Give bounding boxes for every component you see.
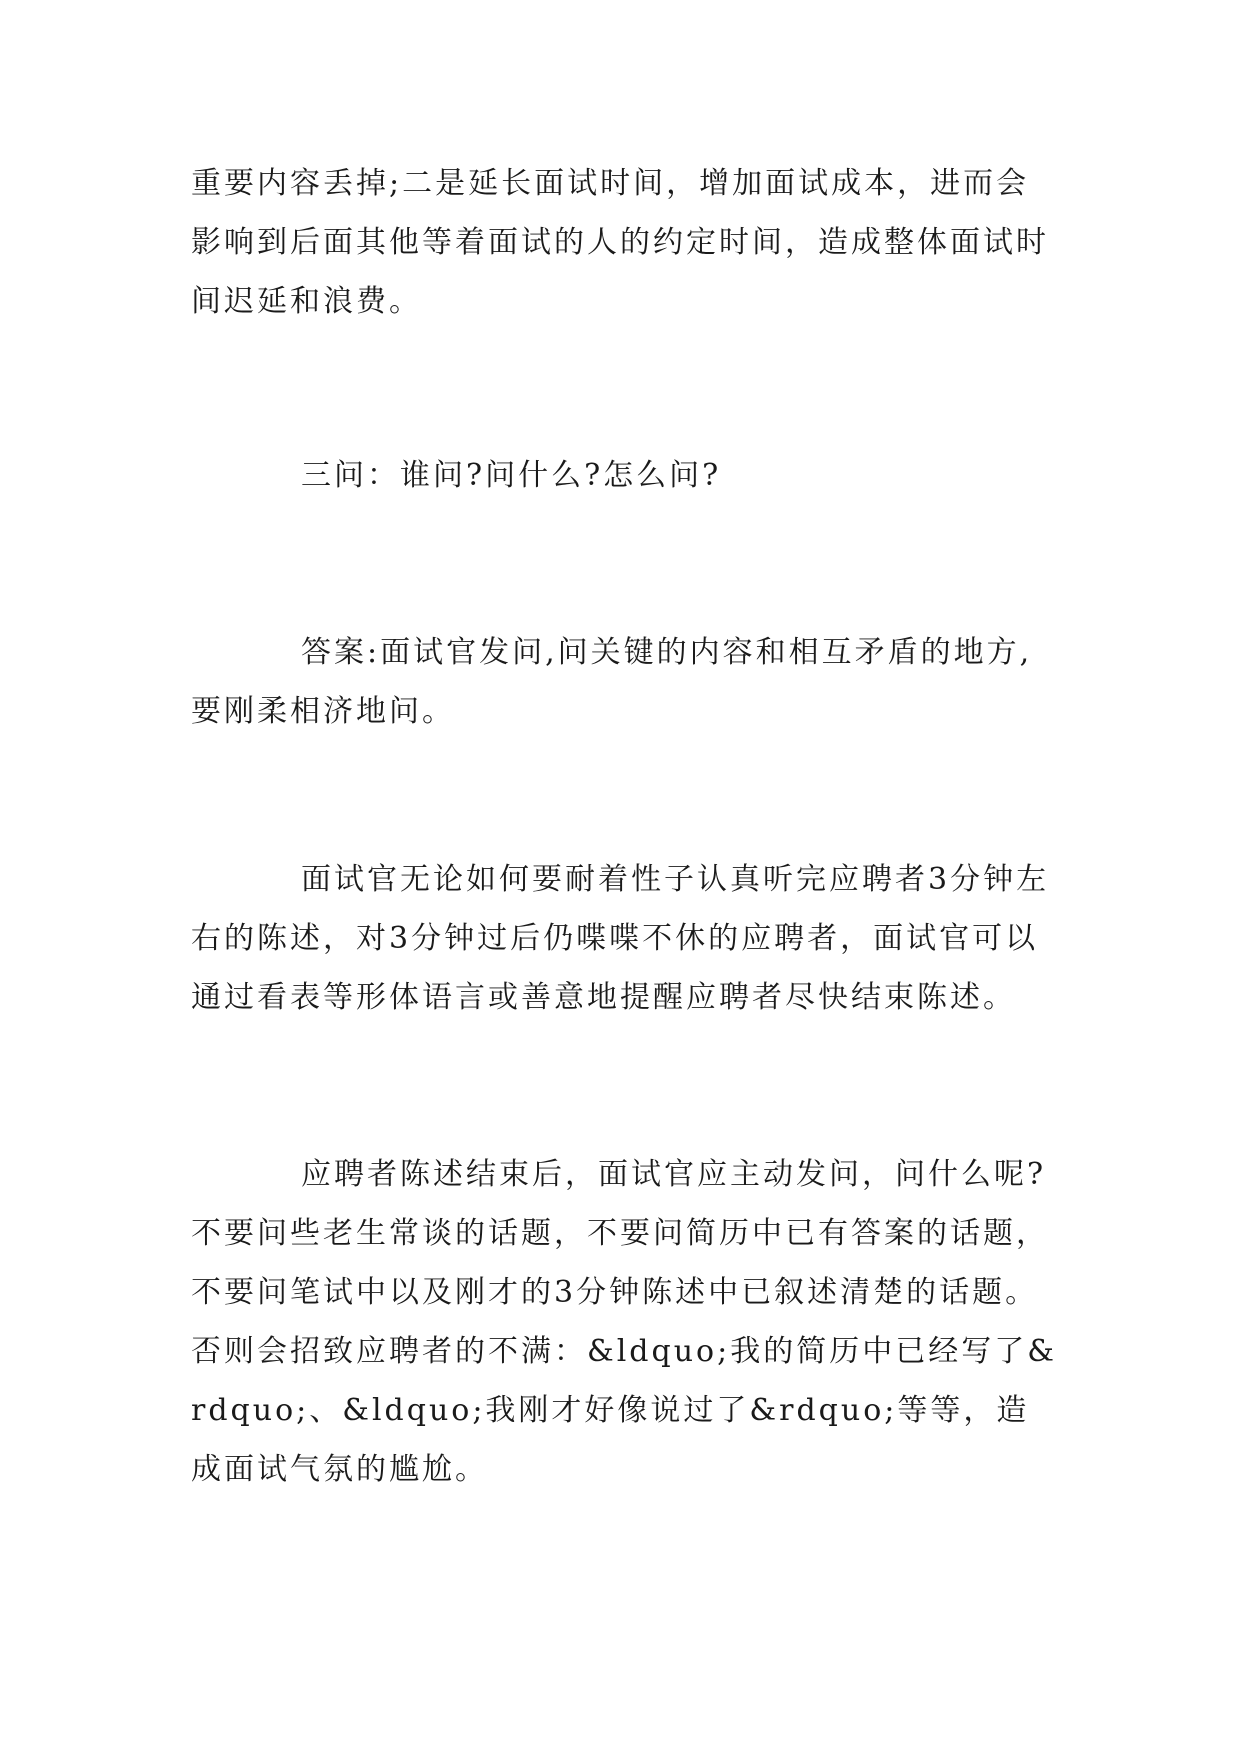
paragraph-ask-questions: 应聘者陈述结束后，面试官应主动发问，问什么呢?不要问些老生常谈的话题，不要问简历中已有答案的话题，不要问笔试中以及刚才的3分钟陈述中已叙述清楚的话题。否则会招致应聘者的不满：&ldquo;我的简历中已经写了&rdquo;、&ldquo;我刚才好像说过了&rdquo;等等，造成面试气氛的尴尬。 [191, 1157, 1057, 1487]
paragraph-answer: 答案:面试官发问,问关键的内容和相互矛盾的地方,要刚柔相济地问。 [191, 635, 1033, 729]
paragraph-three-questions: 三问：谁问?问什么?怎么问? [301, 458, 722, 493]
paragraph-continuation: 重要内容丢掉;二是延长面试时间，增加面试成本，进而会影响到后面其他等着面试的人的约定时间，造成整体面试时间迟延和浪费。 [191, 166, 1049, 319]
paragraph-listen-statement: 面试官无论如何要耐着性子认真听完应聘者3分钟左右的陈述，对3分钟过后仍喋喋不休的应聘者，面试官可以通过看表等形体语言或善意地提醒应聘者尽快结束陈述。 [191, 862, 1050, 1015]
